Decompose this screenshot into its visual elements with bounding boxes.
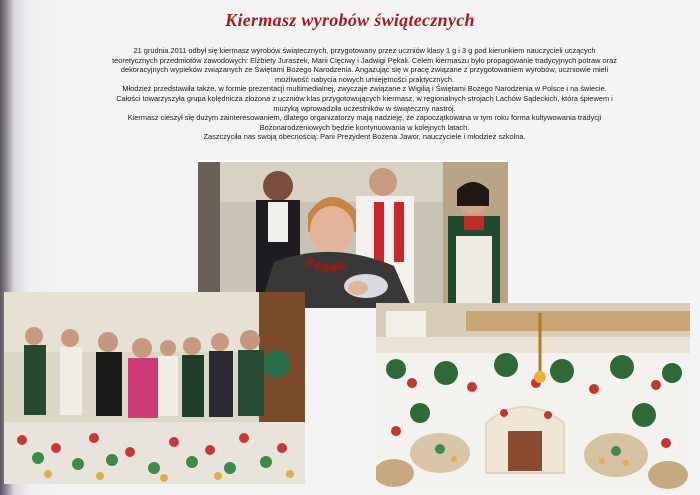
article-body — [112, 46, 617, 142]
article-paragraph: 21 grudnia.2011 odbył się kiermasz wyrobów świątecznych, przygotowany przez uczniów klasy 1 g i 3 g pod kierunkiem nauczycieli uczących teoretycznych przedmiotów zawodowych: Elżbiety Juraszek, Marii Cięciwy i Jadwigi Pękali. Celem kiermaszu było propagowanie tradycyjnych potraw oraz dekoracyjnych wypieków związanych ze Świętami Bożego Narodzenia. Angażując się w pracę związane z przygotowaniem wyrobów, uczniowie mieli możliwość nabycia nowych umiejętności praktycznych. — [112, 46, 617, 84]
photo-student-group — [4, 292, 305, 484]
photo-guest-with-students — [198, 160, 508, 308]
article-paragraph: Kiermasz cieszył się dużym zainteresowaniem, dlatego organizatorzy mają nadzieję, że zapoczątkowana w tym roku forma kultywowania tradycji Bożonarodzeniowych będzie kontynuowania w kolejnych latach. — [127, 113, 602, 132]
article-title: Kiermasz wyrobów świątecznych — [225, 10, 475, 30]
article-paragraph: Młodzież przedstawiła także, w formie prezentacji multimedialnej, zwyczaje związane z Wigilią i Świętami Bożego Narodzenia w Polsce i na świecie. Całości towarzyszyła grupa kolędnicza złożona z uczniów klas przygotowujących kiermasz, w regionalnych strojach Lachów Sądeckich, która śpiewem i muzyką wprowadziła uczestników w świąteczny nastrój. — [116, 84, 613, 113]
photo-christmas-baked-goods — [376, 303, 690, 490]
article-paragraph: Zaszczyciła nas swoją obecnością: Pani Prezydent Bożena Jawor, nauczyciele i młodzież szkolna. — [203, 132, 526, 142]
